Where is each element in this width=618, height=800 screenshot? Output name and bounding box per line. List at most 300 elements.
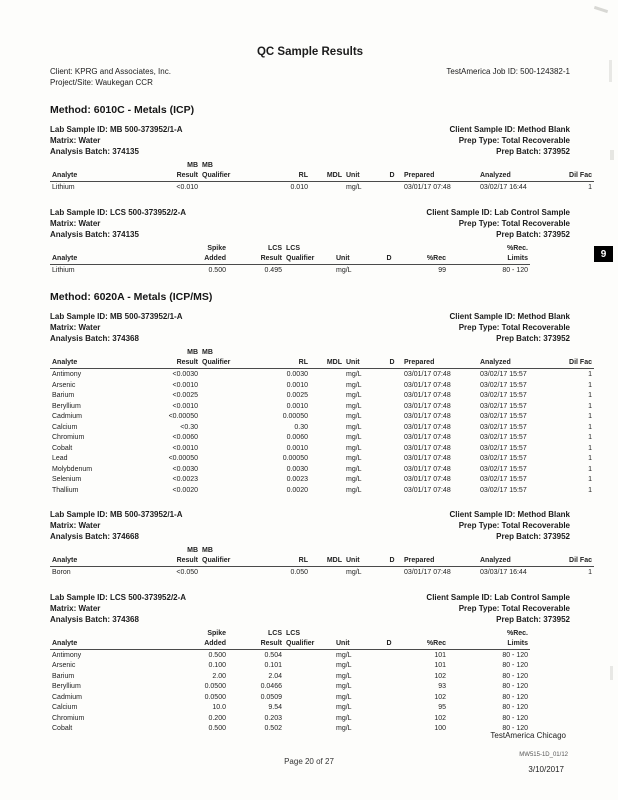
value-cell (378, 264, 400, 275)
value-cell (284, 264, 334, 275)
column-header: Analyte (50, 171, 146, 182)
qc-table-holder (50, 161, 592, 193)
value-cell (310, 464, 344, 475)
value-cell: <0.050 (176, 569, 198, 576)
column-group-header (378, 244, 400, 254)
value-cell: 0.0030 (286, 371, 308, 378)
table-row (50, 702, 530, 713)
value-cell: 1 (588, 423, 592, 431)
value-cell: 03/02/17 15:57 (480, 465, 527, 473)
value-cell: 03/02/17 15:57 (480, 413, 527, 420)
value-cell: 0.0010 (286, 402, 308, 410)
value-cell (378, 671, 400, 682)
analysis-batch: Analysis Batch: 374368 (50, 334, 139, 343)
column-group-header (382, 161, 402, 171)
value-cell: 0.0010 (286, 381, 308, 389)
value-cell: mg/L (346, 444, 362, 452)
analyte-cell: Cobalt (52, 444, 73, 452)
table-row (50, 443, 594, 454)
sample-block (50, 509, 592, 578)
column-group-header (50, 546, 146, 556)
value-cell (382, 411, 402, 422)
value-cell (382, 401, 402, 412)
analyte-cell: Calcium (52, 704, 78, 711)
value-cell (382, 453, 402, 464)
value-cell: 102 (434, 672, 446, 680)
value-cell (200, 401, 244, 412)
column-header: RL (244, 556, 310, 567)
value-cell (310, 443, 344, 454)
footer-date: 3/10/2017 (528, 765, 564, 774)
value-cell (310, 453, 344, 464)
value-cell: 102 (434, 714, 446, 722)
value-cell: 0.00050 (282, 455, 308, 462)
value-cell: 03/01/17 07:48 (404, 402, 451, 410)
matrix: Matrix: Water (50, 521, 101, 530)
column-group-header (344, 161, 382, 171)
value-cell: 03/02/17 15:57 (480, 392, 527, 399)
value-cell: 1 (588, 476, 592, 483)
analyte-cell: Barium (52, 672, 75, 680)
column-group-header (50, 244, 172, 254)
column-header: Qualifier (200, 358, 244, 369)
value-cell: 0.0509 (260, 693, 282, 701)
scan-artifact (609, 60, 612, 82)
column-header: Unit (334, 254, 378, 265)
value-cell: mg/L (346, 392, 362, 399)
footer-lab-name: TestAmerica Chicago (490, 731, 566, 740)
value-cell: 99 (438, 266, 446, 274)
column-group-header: LCS (286, 629, 300, 637)
column-header: Dil Fac (554, 358, 594, 369)
column-group-header (402, 161, 478, 171)
value-cell (310, 411, 344, 422)
value-cell: mg/L (346, 434, 362, 441)
value-cell: 0.0466 (260, 683, 282, 690)
value-cell: 1 (588, 486, 592, 494)
column-header: D (378, 639, 400, 650)
value-cell (200, 182, 244, 193)
column-header: Qualifier (284, 254, 334, 265)
sample-ids-right (450, 509, 570, 542)
analyte-cell: Cadmium (52, 693, 82, 701)
value-cell: 03/01/17 07:48 (404, 476, 451, 483)
value-cell: mg/L (346, 569, 362, 576)
prep-type: Prep Type: Total Recoverable (458, 603, 570, 613)
analyte-cell: Molybdenum (52, 465, 93, 473)
value-cell: mg/L (336, 714, 352, 722)
analyte-cell: Boron (52, 569, 71, 576)
value-cell (378, 713, 400, 724)
value-cell (284, 723, 334, 734)
column-header: Result (228, 254, 284, 265)
lab-sample-id: Lab Sample ID: LCS 500-373952/2-A (50, 207, 187, 217)
prep-batch: Prep Batch: 373952 (496, 229, 570, 239)
value-cell (284, 660, 334, 671)
value-cell: mg/L (346, 423, 362, 431)
table-row (50, 422, 594, 433)
value-cell (310, 182, 344, 193)
value-cell: 1 (588, 434, 592, 441)
analyte-cell: Lithium (52, 184, 75, 191)
scan-artifact (594, 6, 608, 13)
column-group-header (554, 546, 594, 556)
matrix: Matrix: Water (50, 136, 101, 145)
value-cell: 80 - 120 (502, 683, 528, 690)
value-cell: 80 - 120 (502, 662, 528, 669)
value-cell: 03/01/17 07:48 (404, 444, 451, 452)
value-cell (382, 567, 402, 578)
value-cell: 0.203 (264, 714, 282, 722)
prep-batch: Prep Batch: 373952 (496, 334, 570, 343)
column-group-header (382, 546, 402, 556)
column-group-header (400, 244, 448, 254)
column-group-header: %Rec. (506, 629, 528, 637)
value-cell (200, 485, 244, 496)
table-row (50, 432, 594, 443)
column-group-header (382, 348, 402, 358)
matrix: Matrix: Water (50, 603, 101, 613)
value-cell: 1 (588, 465, 592, 473)
column-group-header (334, 244, 378, 254)
qc-table-holder (50, 629, 570, 734)
table-row (50, 369, 594, 380)
value-cell: 03/02/17 15:57 (480, 402, 527, 410)
analysis-batch: Analysis Batch: 374135 (50, 147, 139, 156)
column-header: D (378, 254, 400, 265)
analyte-cell: Thallium (52, 486, 79, 494)
job-id: TestAmerica Job ID: 500-124382-1 (446, 67, 570, 76)
value-cell: 2.00 (212, 672, 226, 680)
column-group-header: LCS (286, 244, 300, 252)
value-cell: <0.0060 (172, 434, 198, 441)
value-cell: 03/02/17 15:57 (480, 476, 527, 483)
page-title: QC Sample Results (256, 46, 364, 58)
value-cell (284, 671, 334, 682)
value-cell: 1 (588, 184, 592, 191)
table-row (50, 692, 530, 703)
value-cell (200, 453, 244, 464)
column-header: D (382, 556, 402, 567)
sample-ids-right (450, 311, 570, 344)
sample-ids-left (50, 311, 183, 344)
column-header: Unit (344, 171, 382, 182)
analyte-cell: Chromium (52, 434, 85, 441)
qc-results-table (50, 546, 594, 578)
value-cell: mg/L (336, 683, 352, 690)
client-sample-id: Client Sample ID: Lab Control Sample (426, 207, 570, 217)
table-row (50, 453, 594, 464)
value-cell: <0.00050 (168, 455, 198, 462)
column-group-header (378, 629, 400, 639)
value-cell (310, 390, 344, 401)
column-header: Analyzed (478, 556, 554, 567)
value-cell: 101 (434, 651, 446, 659)
value-cell: mg/L (346, 486, 362, 494)
project-line: Project/Site: Waukegan CCR (50, 78, 153, 87)
matrix: Matrix: Water (50, 323, 101, 332)
column-header: Unit (334, 639, 378, 650)
value-cell (382, 422, 402, 433)
column-group-header: LCS (268, 629, 282, 637)
value-cell: mg/L (336, 651, 352, 659)
value-cell: 101 (434, 662, 446, 669)
analyte-cell: Beryllium (52, 402, 81, 410)
value-cell: <0.00050 (168, 413, 198, 420)
value-cell: 80 - 120 (502, 714, 528, 722)
value-cell: mg/L (346, 402, 362, 410)
table-row (50, 401, 594, 412)
column-header: Dil Fac (554, 171, 594, 182)
column-group-header: Spike (207, 629, 226, 637)
column-header: Unit (344, 556, 382, 567)
method-section (50, 291, 592, 734)
value-cell: 0.500 (208, 725, 226, 732)
analyte-cell: Lead (52, 455, 68, 462)
value-cell (200, 443, 244, 454)
analyte-cell: Arsenic (52, 381, 76, 389)
sample-block-header (50, 124, 570, 157)
column-header: Result (146, 171, 200, 182)
column-header: Qualifier (200, 556, 244, 567)
value-cell: 80 - 120 (502, 725, 528, 732)
value-cell (378, 649, 400, 660)
column-group-header: LCS (268, 244, 282, 252)
value-cell: 03/01/17 07:48 (404, 423, 451, 431)
prep-type: Prep Type: Total Recoverable (458, 218, 570, 228)
value-cell (382, 485, 402, 496)
column-header: Limits (448, 254, 530, 265)
value-cell: 0.500 (208, 266, 226, 274)
value-cell: 0.30 (294, 423, 308, 431)
value-cell (284, 681, 334, 692)
client-info (50, 66, 171, 88)
column-header: RL (244, 171, 310, 182)
value-cell: 03/01/17 07:48 (404, 392, 451, 399)
value-cell (200, 411, 244, 422)
prep-batch: Prep Batch: 373952 (496, 614, 570, 624)
prep-type: Prep Type: Total Recoverable (458, 323, 570, 332)
lab-sample-id: Lab Sample ID: MB 500-373952/1-A (50, 312, 183, 321)
value-cell: <0.0030 (172, 465, 198, 473)
client-sample-id: Client Sample ID: Method Blank (449, 510, 570, 519)
client-sample-id: Client Sample ID: Method Blank (449, 125, 570, 134)
value-cell: 0.0025 (286, 392, 308, 399)
value-cell (310, 369, 344, 380)
value-cell: 03/02/17 15:57 (480, 444, 527, 452)
table-row (50, 411, 594, 422)
value-cell: 1 (588, 444, 592, 452)
value-cell: 03/02/17 15:57 (480, 381, 527, 389)
value-cell: 03/03/17 16:44 (480, 569, 527, 576)
value-cell: mg/L (336, 725, 352, 732)
column-group-header: MB (187, 162, 198, 169)
analyte-cell: Lithium (52, 266, 75, 274)
value-cell (200, 464, 244, 475)
sample-ids-left (50, 124, 183, 157)
prep-batch: Prep Batch: 373952 (496, 147, 570, 156)
sample-block-header (50, 311, 570, 344)
value-cell: <0.0010 (172, 381, 198, 389)
column-header: Analyte (50, 639, 172, 650)
table-row (50, 671, 530, 682)
column-header: Dil Fac (554, 556, 594, 567)
table-row (50, 485, 594, 496)
scan-artifact (610, 666, 613, 680)
column-group-header (554, 348, 594, 358)
column-group-header (310, 161, 344, 171)
sample-blocks (50, 311, 592, 734)
value-cell: 0.050 (290, 569, 308, 576)
sample-ids-left (50, 207, 186, 240)
value-cell (200, 369, 244, 380)
value-cell: mg/L (346, 184, 362, 191)
value-cell (310, 422, 344, 433)
prep-type: Prep Type: Total Recoverable (458, 136, 570, 145)
column-header: %Rec (400, 639, 448, 650)
report-meta (50, 66, 570, 88)
value-cell: 0.495 (264, 266, 282, 274)
value-cell: 03/01/17 07:48 (404, 434, 451, 441)
value-cell: <0.0010 (172, 402, 198, 410)
sample-ids-left (50, 509, 183, 542)
table-row (50, 182, 594, 193)
column-header: Analyzed (478, 358, 554, 369)
analyte-cell: Barium (52, 392, 75, 399)
sample-ids-right (426, 592, 570, 625)
value-cell: 0.0030 (286, 465, 308, 473)
table-row (50, 474, 594, 485)
analyte-cell: Antimony (52, 371, 82, 378)
value-cell: mg/L (346, 465, 362, 473)
table-row (50, 464, 594, 475)
analyte-cell: Antimony (52, 651, 82, 659)
value-cell: 80 - 120 (502, 266, 528, 274)
value-cell: 03/01/17 07:48 (404, 413, 451, 420)
qc-table-holder (50, 348, 592, 495)
value-cell (284, 692, 334, 703)
value-cell: 03/01/17 07:48 (404, 184, 451, 191)
value-cell: 0.0020 (286, 486, 308, 494)
table-row (50, 567, 594, 578)
value-cell (284, 713, 334, 724)
value-cell: mg/L (346, 371, 362, 378)
qc-table-holder (50, 546, 592, 578)
footer-doc-code: MW515-1D_01/12 (519, 752, 568, 758)
sample-block (50, 592, 570, 734)
analyte-cell: Arsenic (52, 662, 76, 669)
table-row (50, 713, 530, 724)
column-header: Added (172, 639, 228, 650)
column-header: RL (244, 358, 310, 369)
value-cell: <0.0030 (172, 371, 198, 378)
value-cell: 03/01/17 07:48 (404, 465, 451, 473)
analysis-batch: Analysis Batch: 374368 (50, 614, 139, 624)
value-cell: 0.0023 (286, 476, 308, 483)
qc-results-table (50, 629, 530, 734)
value-cell (382, 464, 402, 475)
column-group-header: MB (187, 349, 198, 356)
method-sections (50, 104, 592, 734)
column-group-header (310, 348, 344, 358)
value-cell: 93 (438, 683, 446, 690)
value-cell (382, 443, 402, 454)
column-group-header (50, 161, 146, 171)
value-cell: 80 - 120 (502, 693, 528, 701)
column-header: %Rec (400, 254, 448, 265)
column-header: MDL (310, 556, 344, 567)
value-cell (378, 702, 400, 713)
value-cell (284, 649, 334, 660)
value-cell: <0.0025 (172, 392, 198, 399)
column-group-header (402, 546, 478, 556)
column-group-header: MB (187, 547, 198, 554)
value-cell (310, 380, 344, 391)
table-row (50, 723, 530, 734)
column-group-header (478, 348, 554, 358)
analysis-batch: Analysis Batch: 374668 (50, 532, 139, 541)
column-header: Qualifier (200, 171, 244, 182)
scan-artifact (610, 150, 614, 160)
column-group-header (334, 629, 378, 639)
table-row (50, 264, 530, 275)
qc-table-holder (50, 244, 570, 276)
value-cell: mg/L (336, 704, 352, 711)
sample-ids-right (426, 207, 570, 240)
value-cell: <0.0010 (172, 444, 198, 452)
column-header: Analyte (50, 556, 146, 567)
value-cell (200, 380, 244, 391)
value-cell: 03/02/17 15:57 (480, 423, 527, 431)
value-cell: 2.04 (268, 672, 282, 680)
value-cell: 03/02/17 15:57 (480, 434, 527, 441)
column-group-header (310, 546, 344, 556)
lab-sample-id: Lab Sample ID: MB 500-373952/1-A (50, 510, 183, 519)
matrix: Matrix: Water (50, 218, 101, 228)
value-cell: 0.0010 (286, 444, 308, 452)
value-cell: 03/01/17 07:48 (404, 371, 451, 378)
column-group-header: %Rec. (506, 244, 528, 252)
value-cell: mg/L (336, 672, 352, 680)
value-cell: 1 (588, 381, 592, 389)
value-cell: 03/02/17 16:44 (480, 184, 527, 191)
value-cell: 03/01/17 07:48 (404, 455, 451, 462)
value-cell (284, 702, 334, 713)
value-cell: 1 (588, 413, 592, 420)
value-cell: 03/01/17 07:48 (404, 381, 451, 389)
sample-ids-right (450, 124, 570, 157)
column-group-header (244, 161, 310, 171)
value-cell: 0.200 (208, 714, 226, 722)
value-cell (310, 567, 344, 578)
column-header: Prepared (402, 358, 478, 369)
method-title: Method: 6010C - Metals (ICP) (50, 104, 195, 116)
analyte-cell: Calcium (52, 423, 78, 431)
column-group-header: Spike (207, 244, 226, 252)
column-header: Result (146, 556, 200, 567)
column-group-header (244, 546, 310, 556)
column-header: Unit (344, 358, 382, 369)
column-group-header (400, 629, 448, 639)
client-line: Client: KPRG and Associates, Inc. (50, 67, 171, 76)
value-cell (382, 390, 402, 401)
sample-block (50, 207, 570, 276)
value-cell: 0.0500 (204, 683, 226, 690)
column-header: Prepared (402, 171, 478, 182)
value-cell: 0.0500 (204, 693, 226, 701)
value-cell: 0.500 (208, 651, 226, 659)
sample-block (50, 311, 592, 495)
